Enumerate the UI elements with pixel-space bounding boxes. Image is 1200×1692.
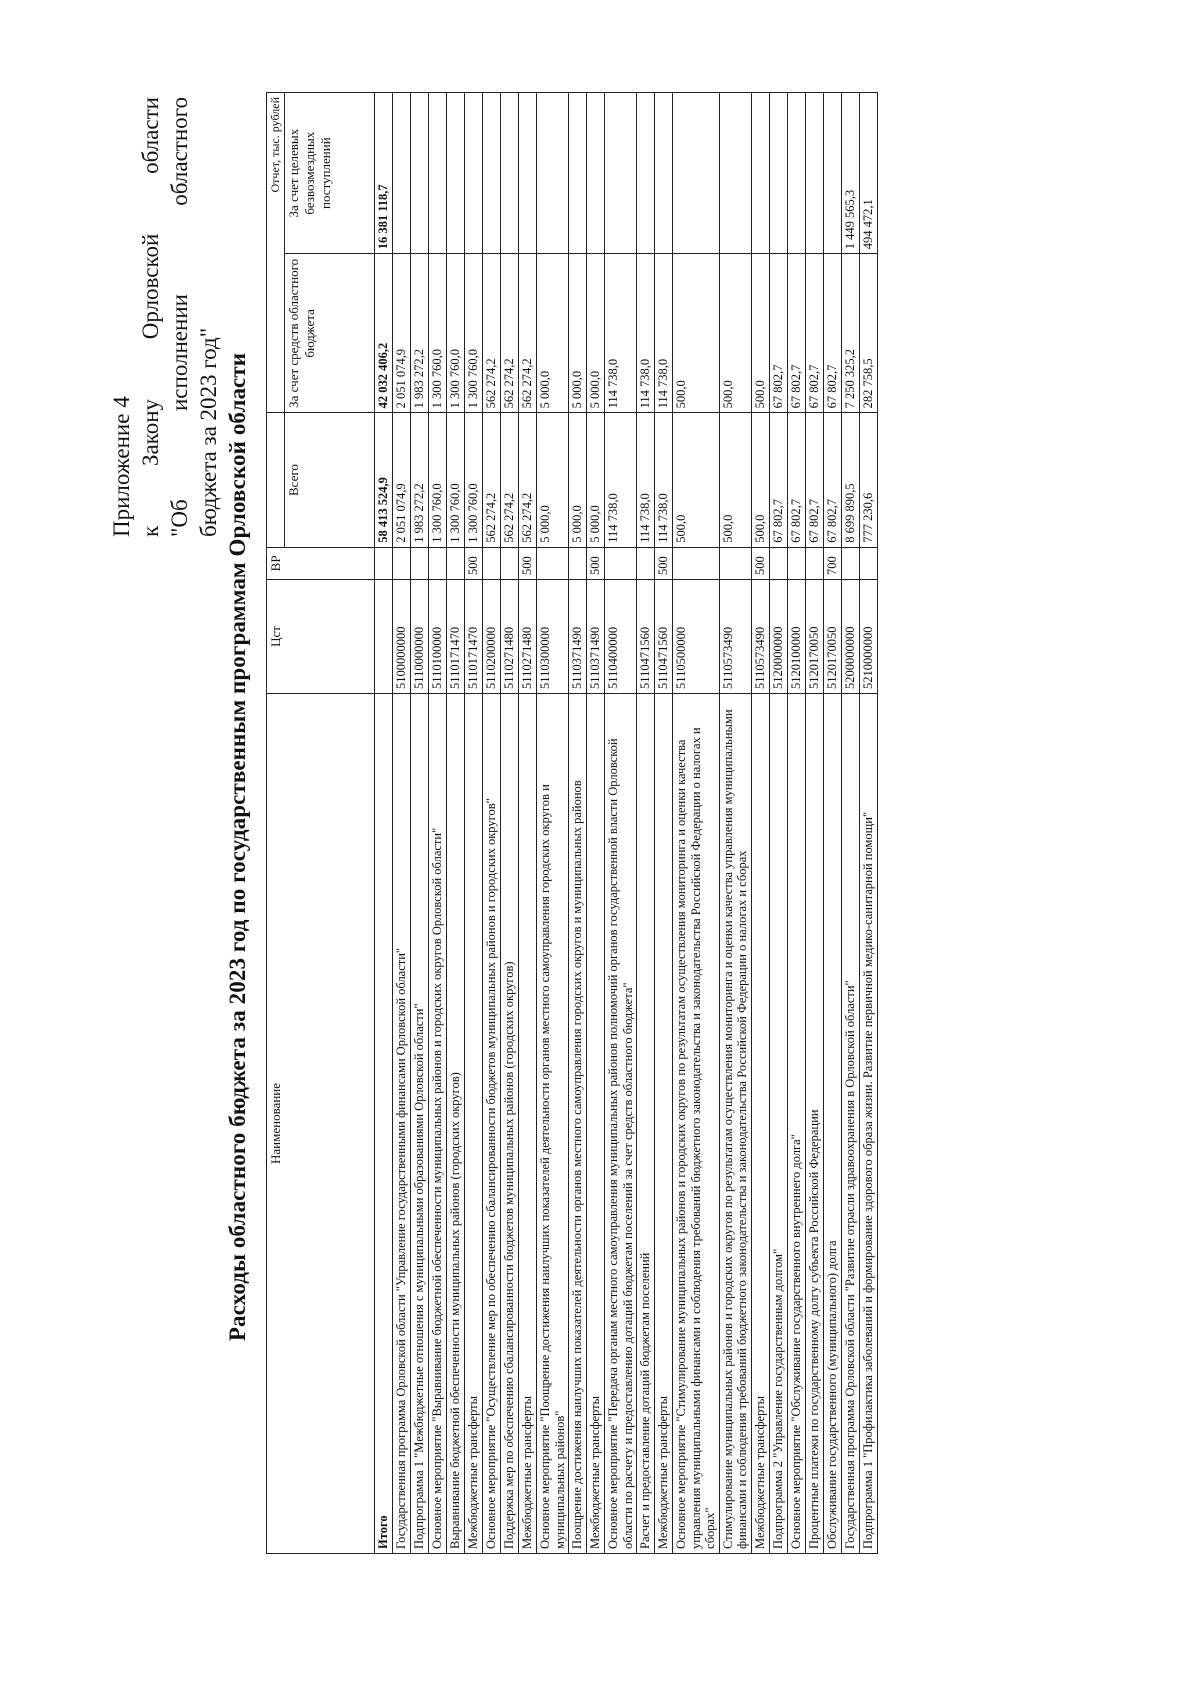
header-cst: Цст	[267, 580, 375, 694]
cell-total: 114 738,0	[637, 413, 655, 547]
cell-name: Расчет и предоставление дотаций бюджетам поселений	[637, 693, 655, 1553]
cell-regional: 42 032 406,2	[375, 254, 393, 413]
cell-name: Межбюджетные трансферты	[751, 693, 769, 1553]
appendix-line-3: "Об исполнении областного	[167, 97, 192, 537]
cell-cst: 5110400000	[605, 580, 637, 694]
cell-name: Стимулирование муниципальных районов и городских округов по результатам осуществления мониторинга и оценки качества управления муниципальными финансами и соблюдения требований бюджетного законодательства и законодательства Российской Федерации о налогах и сборах	[719, 693, 751, 1553]
cell-regional: 500,0	[719, 254, 751, 413]
cell-cst: 5110371490	[587, 580, 605, 694]
cell-total: 1 300 760,0	[429, 413, 447, 547]
table-body	[375, 93, 878, 1554]
cell-targeted	[805, 93, 823, 254]
cell-total: 5 000,0	[587, 413, 605, 547]
cell-vr	[411, 547, 429, 579]
cell-total: 67 802,7	[823, 413, 841, 547]
cell-cst: 5110471560	[655, 580, 673, 694]
cell-regional: 7 250 325,2	[841, 254, 859, 413]
cell-cst: 5110573490	[719, 580, 751, 694]
cell-regional: 114 738,0	[655, 254, 673, 413]
cell-regional: 67 802,7	[805, 254, 823, 413]
appendix-block	[107, 97, 223, 537]
cell-regional: 562 274,2	[501, 254, 519, 413]
cell-vr	[569, 547, 587, 579]
cell-regional: 282 758,5	[859, 254, 877, 413]
table-row	[787, 93, 805, 1554]
cell-total: 500,0	[719, 413, 751, 547]
header-targeted: За счет целевых безвозмездных поступлений	[285, 93, 375, 254]
cell-name: Основное мероприятие "Осуществление мер по обеспечению сбалансированности бюджетов муниципальных районов и городских округов"	[483, 693, 501, 1553]
cell-regional: 562 274,2	[519, 254, 537, 413]
cell-name: Поощрение достижения наилучших показателей деятельности органов местного самоуправления городских округов и муниципальных районов	[569, 693, 587, 1553]
cell-vr	[769, 547, 787, 579]
table-row	[537, 93, 569, 1554]
cell-regional: 2 051 074,9	[393, 254, 411, 413]
cell-name: Межбюджетные трансферты	[587, 693, 605, 1553]
header-vr: ВР	[267, 547, 375, 579]
cell-total: 67 802,7	[805, 413, 823, 547]
cell-total: 500,0	[673, 413, 720, 547]
cell-total: 562 274,2	[483, 413, 501, 547]
cell-regional: 5 000,0	[587, 254, 605, 413]
cell-regional: 5 000,0	[569, 254, 587, 413]
cell-regional: 67 802,7	[823, 254, 841, 413]
cell-name: Процентные платежи по государственному долгу субъекта Российской Федерации	[805, 693, 823, 1553]
cell-vr	[605, 547, 637, 579]
cell-total: 562 274,2	[501, 413, 519, 547]
table-row	[769, 93, 787, 1554]
cell-cst: 5110371490	[569, 580, 587, 694]
budget-table	[266, 92, 878, 1554]
cell-targeted	[411, 93, 429, 254]
table-row	[719, 93, 751, 1554]
cell-targeted	[673, 93, 720, 254]
cell-regional: 1 300 760,0	[429, 254, 447, 413]
cell-cst: 5120000000	[769, 580, 787, 694]
table-row	[519, 93, 537, 1554]
table-row	[447, 93, 465, 1554]
cell-cst: 5110500000	[673, 580, 720, 694]
cell-name: Государственная программа Орловской области "Развитие отрасли здравоохранения в Орловской области"	[841, 693, 859, 1553]
cell-targeted: 16 381 118,7	[375, 93, 393, 254]
header-name: Наименование	[267, 693, 375, 1553]
cell-regional: 67 802,7	[787, 254, 805, 413]
table-row	[465, 93, 483, 1554]
cell-total: 5 000,0	[569, 413, 587, 547]
table-row	[823, 93, 841, 1554]
cell-name: Основное мероприятие "Обслуживание государственного внутреннего долга"	[787, 693, 805, 1553]
table-row	[411, 93, 429, 1554]
cell-total: 2 051 074,9	[393, 413, 411, 547]
cell-regional: 1 983 272,2	[411, 254, 429, 413]
cell-vr	[805, 547, 823, 579]
cell-targeted	[751, 93, 769, 254]
cell-regional: 562 274,2	[483, 254, 501, 413]
cell-vr	[537, 547, 569, 579]
cell-vr	[429, 547, 447, 579]
cell-total: 1 300 760,0	[447, 413, 465, 547]
cell-total: 58 413 524,9	[375, 413, 393, 547]
cell-cst: 5110271480	[519, 580, 537, 694]
rotated-page	[107, 92, 1037, 1592]
cell-name: Основное мероприятие "Стимулирование муниципальных районов и городских округов по результатам осуществления мониторинга и оценки качества управления муниципальными финансами и соблюдения требований бюджетного законодательства и законодательства Российской Федерации о налогах и сборах"	[673, 693, 720, 1553]
header-unit-spacer	[267, 413, 285, 547]
cell-cst: 5200000000	[841, 580, 859, 694]
cell-name: Подпрограмма 1 "Межбюджетные отношения с муниципальными образованиями Орловской области"	[411, 693, 429, 1553]
table-row	[393, 93, 411, 1554]
cell-vr	[719, 547, 751, 579]
table-row	[605, 93, 637, 1554]
cell-cst: 5110100000	[429, 580, 447, 694]
cell-targeted	[537, 93, 569, 254]
cell-total: 67 802,7	[787, 413, 805, 547]
cell-vr: 500	[587, 547, 605, 579]
cell-name: Межбюджетные трансферты	[465, 693, 483, 1553]
cell-vr	[447, 547, 465, 579]
cell-targeted	[787, 93, 805, 254]
cell-targeted	[519, 93, 537, 254]
cell-targeted	[605, 93, 637, 254]
cell-vr	[393, 547, 411, 579]
appendix-line-4: бюджета за 2023 год"	[196, 327, 221, 537]
cell-vr: 500	[465, 547, 483, 579]
cell-total: 777 230,6	[859, 413, 877, 547]
cell-vr	[673, 547, 720, 579]
table-row	[859, 93, 877, 1554]
table-row	[483, 93, 501, 1554]
cell-name: Итого	[375, 693, 393, 1553]
table-row	[637, 93, 655, 1554]
cell-vr	[483, 547, 501, 579]
unit-label: Отчет, тыс. рублей	[267, 93, 285, 413]
cell-regional: 500,0	[751, 254, 769, 413]
cell-name: Основное мероприятие "Выравнивание бюджетной обеспеченности муниципальных районов и городских округов Орловской области"	[429, 693, 447, 1553]
cell-regional: 1 300 760,0	[447, 254, 465, 413]
cell-name: Основное мероприятие "Передача органам местного самоуправления муниципальных районов полномочий органов государственной власти Орловской области по расчету и предоставлению дотаций бюджетам поселений за счет средств областного бюджета"	[605, 693, 637, 1553]
table-row	[569, 93, 587, 1554]
cell-total: 1 983 272,2	[411, 413, 429, 547]
cell-targeted	[501, 93, 519, 254]
appendix-line-1: Приложение 4	[109, 396, 134, 537]
cell-cst: 5110300000	[537, 580, 569, 694]
cell-targeted	[429, 93, 447, 254]
cell-total: 5 000,0	[537, 413, 569, 547]
cell-name: Основное мероприятие "Поощрение достижения наилучших показателей деятельности органов местного самоуправления городских округов и муниципальных районов"	[537, 693, 569, 1553]
cell-targeted	[465, 93, 483, 254]
appendix-line-2: к Закону Орловской области	[138, 97, 163, 537]
cell-targeted	[569, 93, 587, 254]
cell-name: Подпрограмма 2 "Управление государственным долгом"	[769, 693, 787, 1553]
cell-cst: 5100000000	[393, 580, 411, 694]
cell-name: Обслуживание государственного (муниципального) долга	[823, 693, 841, 1553]
table-row	[841, 93, 859, 1554]
table-row	[587, 93, 605, 1554]
cell-total: 500,0	[751, 413, 769, 547]
table-row	[805, 93, 823, 1554]
table-row	[655, 93, 673, 1554]
document-title: Расходы областного бюджета за 2023 год по государственным программам Орловской области	[225, 352, 250, 1342]
cell-targeted	[823, 93, 841, 254]
cell-cst: 5110171470	[465, 580, 483, 694]
cell-targeted	[719, 93, 751, 254]
table-row	[501, 93, 519, 1554]
cell-cst: 5120170050	[805, 580, 823, 694]
cell-vr	[841, 547, 859, 579]
cell-cst	[375, 580, 393, 694]
cell-cst: 5210000000	[859, 580, 877, 694]
cell-targeted: 1 449 565,3	[841, 93, 859, 254]
table-row	[673, 93, 720, 1554]
header-total: Всего	[285, 413, 375, 547]
cell-name: Подпрограмма 1 "Профилактика заболеваний и формирование здорового образа жизни. Развитие первичной медико-санитарной помощи"	[859, 693, 877, 1553]
cell-vr	[859, 547, 877, 579]
cell-total: 114 738,0	[655, 413, 673, 547]
cell-cst: 5110200000	[483, 580, 501, 694]
cell-targeted	[655, 93, 673, 254]
cell-vr: 500	[519, 547, 537, 579]
cell-cst: 5120170050	[823, 580, 841, 694]
cell-name: Межбюджетные трансферты	[655, 693, 673, 1553]
cell-vr	[787, 547, 805, 579]
cell-vr: 700	[823, 547, 841, 579]
table-row	[375, 93, 393, 1554]
cell-regional: 114 738,0	[605, 254, 637, 413]
cell-vr	[375, 547, 393, 579]
cell-targeted	[483, 93, 501, 254]
cell-name: Государственная программа Орловской области "Управление государственными финансами Орловской области"	[393, 693, 411, 1553]
cell-total: 114 738,0	[605, 413, 637, 547]
cell-cst: 5110000000	[411, 580, 429, 694]
cell-cst: 5110471560	[637, 580, 655, 694]
table-row	[429, 93, 447, 1554]
cell-cst: 5120100000	[787, 580, 805, 694]
cell-regional: 500,0	[673, 254, 720, 413]
cell-targeted: 494 472,1	[859, 93, 877, 254]
cell-vr: 500	[655, 547, 673, 579]
cell-regional: 5 000,0	[537, 254, 569, 413]
cell-targeted	[769, 93, 787, 254]
cell-regional: 1 300 760,0	[465, 254, 483, 413]
cell-vr: 500	[751, 547, 769, 579]
cell-targeted	[637, 93, 655, 254]
cell-targeted	[447, 93, 465, 254]
cell-regional: 114 738,0	[637, 254, 655, 413]
cell-targeted	[393, 93, 411, 254]
cell-regional: 67 802,7	[769, 254, 787, 413]
cell-cst: 5110271480	[501, 580, 519, 694]
table-row	[751, 93, 769, 1554]
cell-name: Выравнивание бюджетной обеспеченности муниципальных районов (городских округов)	[447, 693, 465, 1553]
cell-targeted	[587, 93, 605, 254]
cell-cst: 5110171470	[447, 580, 465, 694]
cell-cst: 5110573490	[751, 580, 769, 694]
cell-name: Межбюджетные трансферты	[519, 693, 537, 1553]
cell-total: 562 274,2	[519, 413, 537, 547]
cell-vr	[637, 547, 655, 579]
cell-total: 8 699 890,5	[841, 413, 859, 547]
cell-total: 67 802,7	[769, 413, 787, 547]
cell-vr	[501, 547, 519, 579]
header-regional: За счет средств областного бюджета	[285, 254, 375, 413]
cell-total: 1 300 760,0	[465, 413, 483, 547]
cell-name: Поддержка мер по обеспечению сбалансированности бюджетов муниципальных районов (городских округов)	[501, 693, 519, 1553]
